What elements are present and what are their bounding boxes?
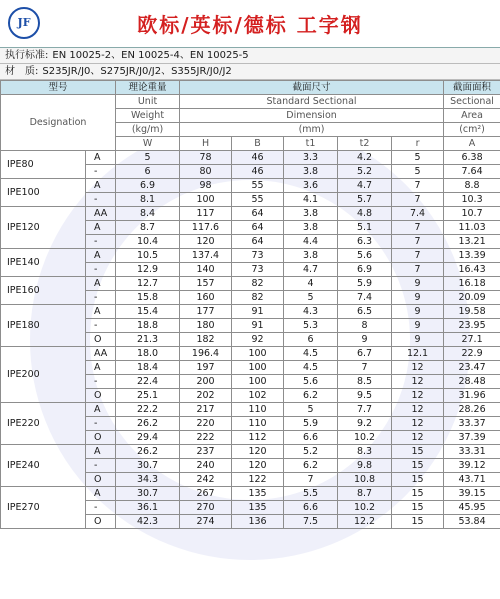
value-cell: 267: [180, 487, 232, 501]
column-header-w: W: [116, 137, 180, 151]
value-cell: 5.7: [338, 193, 392, 207]
value-cell: 7: [392, 249, 444, 263]
value-cell: 217: [180, 403, 232, 417]
grade-cell: -: [86, 319, 116, 333]
header-unit: Unit: [116, 95, 180, 109]
grade-cell: O: [86, 515, 116, 529]
value-cell: 82: [232, 291, 284, 305]
value-cell: 177: [180, 305, 232, 319]
value-cell: 100: [232, 361, 284, 375]
grade-cell: A: [86, 179, 116, 193]
value-cell: 6.6: [284, 431, 338, 445]
value-cell: 6: [284, 333, 338, 347]
value-cell: 274: [180, 515, 232, 529]
value-cell: 6.2: [284, 459, 338, 473]
value-cell: 30.7: [116, 487, 180, 501]
value-cell: 7: [392, 263, 444, 277]
header-designation: Designation: [1, 95, 116, 151]
column-header-t2: t2: [338, 137, 392, 151]
column-header-t1: t1: [284, 137, 338, 151]
value-cell: 12.9: [116, 263, 180, 277]
value-cell: 7: [392, 179, 444, 193]
value-cell: 12: [392, 403, 444, 417]
value-cell: 64: [232, 207, 284, 221]
value-cell: 8.1: [116, 193, 180, 207]
header-sectional: Sectional: [444, 95, 500, 109]
ipe-spec-table: [0, 80, 500, 529]
value-cell: 4: [284, 277, 338, 291]
value-cell: 7: [392, 221, 444, 235]
value-cell: 80: [180, 165, 232, 179]
value-cell: 100: [232, 375, 284, 389]
value-cell: 9: [392, 277, 444, 291]
value-cell: 3.8: [284, 249, 338, 263]
value-cell: 12: [392, 417, 444, 431]
header-std-sectional: Standard Sectional: [180, 95, 444, 109]
value-cell: 9: [392, 319, 444, 333]
grade-cell: -: [86, 165, 116, 179]
header-kgm: (kg/m): [116, 123, 180, 137]
designation-cell: IPE200: [1, 347, 86, 403]
value-cell: 39.12: [444, 459, 500, 473]
designation-cell: IPE100: [1, 179, 86, 207]
value-cell: 78: [180, 151, 232, 165]
value-cell: 6: [116, 165, 180, 179]
value-cell: 4.1: [284, 193, 338, 207]
value-cell: 22.9: [444, 347, 500, 361]
header-cm2: (cm²): [444, 123, 500, 137]
value-cell: 15: [392, 515, 444, 529]
value-cell: 8.4: [116, 207, 180, 221]
value-cell: 6.9: [338, 263, 392, 277]
value-cell: 6.2: [284, 389, 338, 403]
table-row: [1, 179, 500, 193]
designation-cell: IPE80: [1, 151, 86, 179]
grade-cell: A: [86, 277, 116, 291]
header-mm: (mm): [180, 123, 444, 137]
header-section-cn: 截面尺寸: [180, 81, 444, 95]
value-cell: 37.39: [444, 431, 500, 445]
value-cell: 16.43: [444, 263, 500, 277]
value-cell: 46: [232, 151, 284, 165]
value-cell: 3.3: [284, 151, 338, 165]
grade-cell: A: [86, 403, 116, 417]
table-row: [1, 347, 500, 361]
value-cell: 4.5: [284, 361, 338, 375]
header-weight-en: Weight: [116, 109, 180, 123]
header-weight-cn: 理论重量: [116, 81, 180, 95]
value-cell: 4.3: [284, 305, 338, 319]
table-row: [1, 207, 500, 221]
value-cell: 25.1: [116, 389, 180, 403]
value-cell: 28.26: [444, 403, 500, 417]
grade-cell: -: [86, 291, 116, 305]
value-cell: 22.4: [116, 375, 180, 389]
value-cell: 64: [232, 235, 284, 249]
value-cell: 7: [284, 473, 338, 487]
value-cell: 15.4: [116, 305, 180, 319]
value-cell: 12.7: [116, 277, 180, 291]
value-cell: 9.8: [338, 459, 392, 473]
value-cell: 12: [392, 431, 444, 445]
designation-cell: IPE220: [1, 403, 86, 445]
grade-cell: A: [86, 305, 116, 319]
value-cell: 5: [392, 165, 444, 179]
value-cell: 4.5: [284, 347, 338, 361]
column-header-b: B: [232, 137, 284, 151]
value-cell: 53.84: [444, 515, 500, 529]
value-cell: 29.4: [116, 431, 180, 445]
value-cell: 11.03: [444, 221, 500, 235]
value-cell: 7: [392, 193, 444, 207]
value-cell: 12.1: [392, 347, 444, 361]
value-cell: 10.2: [338, 501, 392, 515]
table-row: [1, 445, 500, 459]
value-cell: 7.4: [392, 207, 444, 221]
value-cell: 110: [232, 417, 284, 431]
grade-cell: -: [86, 459, 116, 473]
value-cell: 7.64: [444, 165, 500, 179]
value-cell: 202: [180, 389, 232, 403]
standard-line: [0, 48, 500, 64]
value-cell: 34.3: [116, 473, 180, 487]
value-cell: 15: [392, 473, 444, 487]
table-row: [1, 151, 500, 165]
value-cell: 110: [232, 403, 284, 417]
value-cell: 73: [232, 249, 284, 263]
value-cell: 180: [180, 319, 232, 333]
value-cell: 4.7: [284, 263, 338, 277]
designation-cell: IPE240: [1, 445, 86, 487]
value-cell: 10.5: [116, 249, 180, 263]
value-cell: 19.58: [444, 305, 500, 319]
value-cell: 5.9: [284, 417, 338, 431]
value-cell: 222: [180, 431, 232, 445]
value-cell: 91: [232, 305, 284, 319]
value-cell: 64: [232, 221, 284, 235]
table-row: [1, 403, 500, 417]
value-cell: 82: [232, 277, 284, 291]
value-cell: 18.8: [116, 319, 180, 333]
header-model-cn: 型号: [1, 81, 116, 95]
value-cell: 4.7: [338, 179, 392, 193]
header-area-en: Area: [444, 109, 500, 123]
value-cell: 45.95: [444, 501, 500, 515]
value-cell: 8.7: [338, 487, 392, 501]
value-cell: 5.3: [284, 319, 338, 333]
value-cell: 55: [232, 193, 284, 207]
value-cell: 18.4: [116, 361, 180, 375]
value-cell: 9: [392, 305, 444, 319]
standard-value: EN 10025-2、EN 10025-4、EN 10025-5: [52, 50, 249, 61]
value-cell: 12.2: [338, 515, 392, 529]
value-cell: 120: [232, 459, 284, 473]
value-cell: 137.4: [180, 249, 232, 263]
value-cell: 10.2: [338, 431, 392, 445]
value-cell: 33.37: [444, 417, 500, 431]
value-cell: 197: [180, 361, 232, 375]
grade-cell: A: [86, 151, 116, 165]
value-cell: 9: [392, 333, 444, 347]
value-cell: 7.7: [338, 403, 392, 417]
sheet-title: 欧标/英标/德标 工字钢: [137, 13, 363, 37]
grade-cell: -: [86, 375, 116, 389]
value-cell: 73: [232, 263, 284, 277]
value-cell: 135: [232, 501, 284, 515]
value-cell: 237: [180, 445, 232, 459]
value-cell: 39.15: [444, 487, 500, 501]
value-cell: 23.95: [444, 319, 500, 333]
value-cell: 10.3: [444, 193, 500, 207]
grade-cell: -: [86, 193, 116, 207]
value-cell: 8: [338, 319, 392, 333]
value-cell: 18.0: [116, 347, 180, 361]
value-cell: 15.8: [116, 291, 180, 305]
value-cell: 10.8: [338, 473, 392, 487]
value-cell: 12: [392, 375, 444, 389]
value-cell: 160: [180, 291, 232, 305]
grade-cell: -: [86, 417, 116, 431]
column-header-h: H: [180, 137, 232, 151]
value-cell: 117: [180, 207, 232, 221]
table-row: [1, 305, 500, 319]
grade-cell: -: [86, 263, 116, 277]
designation-cell: IPE270: [1, 487, 86, 529]
value-cell: 13.21: [444, 235, 500, 249]
value-cell: 3.8: [284, 165, 338, 179]
material-label: 材 质:: [5, 66, 39, 77]
value-cell: 4.2: [338, 151, 392, 165]
designation-cell: IPE120: [1, 207, 86, 249]
value-cell: 5.5: [284, 487, 338, 501]
value-cell: 196.4: [180, 347, 232, 361]
value-cell: 112: [232, 431, 284, 445]
value-cell: 26.2: [116, 417, 180, 431]
value-cell: 136: [232, 515, 284, 529]
value-cell: 20.09: [444, 291, 500, 305]
value-cell: 6.3: [338, 235, 392, 249]
grade-cell: AA: [86, 207, 116, 221]
value-cell: 31.96: [444, 389, 500, 403]
value-cell: 157: [180, 277, 232, 291]
value-cell: 15: [392, 459, 444, 473]
value-cell: 182: [180, 333, 232, 347]
value-cell: 36.1: [116, 501, 180, 515]
value-cell: 7.5: [284, 515, 338, 529]
designation-cell: IPE140: [1, 249, 86, 277]
value-cell: 43.71: [444, 473, 500, 487]
value-cell: 10.7: [444, 207, 500, 221]
value-cell: 5: [284, 291, 338, 305]
value-cell: 3.8: [284, 207, 338, 221]
value-cell: 8.5: [338, 375, 392, 389]
grade-cell: O: [86, 473, 116, 487]
value-cell: 6.6: [284, 501, 338, 515]
value-cell: 9.5: [338, 389, 392, 403]
designation-cell: IPE160: [1, 277, 86, 305]
value-cell: 8.7: [116, 221, 180, 235]
value-cell: 5.2: [284, 445, 338, 459]
value-cell: 6.9: [116, 179, 180, 193]
designation-cell: IPE180: [1, 305, 86, 347]
value-cell: 7: [392, 235, 444, 249]
value-cell: 92: [232, 333, 284, 347]
value-cell: 5.6: [338, 249, 392, 263]
value-cell: 117.6: [180, 221, 232, 235]
value-cell: 8.8: [444, 179, 500, 193]
material-line: [0, 64, 500, 80]
value-cell: 242: [180, 473, 232, 487]
grade-cell: O: [86, 431, 116, 445]
value-cell: 5: [392, 151, 444, 165]
value-cell: 15: [392, 501, 444, 515]
grade-cell: -: [86, 235, 116, 249]
value-cell: 15: [392, 445, 444, 459]
value-cell: 100: [180, 193, 232, 207]
standard-label: 执行标准:: [5, 50, 49, 61]
value-cell: 9.2: [338, 417, 392, 431]
value-cell: 22.2: [116, 403, 180, 417]
column-header-r: r: [392, 137, 444, 151]
value-cell: 46: [232, 165, 284, 179]
value-cell: 5.9: [338, 277, 392, 291]
grade-cell: A: [86, 249, 116, 263]
value-cell: 30.7: [116, 459, 180, 473]
value-cell: 33.31: [444, 445, 500, 459]
value-cell: 120: [232, 445, 284, 459]
table-row: [1, 277, 500, 291]
grade-cell: O: [86, 333, 116, 347]
value-cell: 15: [392, 487, 444, 501]
value-cell: 8.3: [338, 445, 392, 459]
sheet-header: [0, 0, 500, 48]
grade-cell: AA: [86, 347, 116, 361]
value-cell: 135: [232, 487, 284, 501]
value-cell: 102: [232, 389, 284, 403]
value-cell: 4.4: [284, 235, 338, 249]
value-cell: 120: [180, 235, 232, 249]
value-cell: 5.6: [284, 375, 338, 389]
value-cell: 6.5: [338, 305, 392, 319]
value-cell: 5: [116, 151, 180, 165]
value-cell: 4.8: [338, 207, 392, 221]
value-cell: 26.2: [116, 445, 180, 459]
value-cell: 98: [180, 179, 232, 193]
grade-cell: A: [86, 221, 116, 235]
grade-cell: O: [86, 389, 116, 403]
grade-cell: A: [86, 361, 116, 375]
table-row: [1, 487, 500, 501]
value-cell: 28.48: [444, 375, 500, 389]
value-cell: 6.7: [338, 347, 392, 361]
value-cell: 240: [180, 459, 232, 473]
grade-cell: -: [86, 501, 116, 515]
value-cell: 5.2: [338, 165, 392, 179]
company-logo: JF: [8, 7, 40, 39]
value-cell: 7: [338, 361, 392, 375]
value-cell: 140: [180, 263, 232, 277]
value-cell: 7.4: [338, 291, 392, 305]
value-cell: 6.38: [444, 151, 500, 165]
value-cell: 100: [232, 347, 284, 361]
header-dimension: Dimension: [180, 109, 444, 123]
material-value: S235JR/J0、S275JR/J0/J2、S355JR/J0/J2: [42, 66, 232, 77]
grade-cell: A: [86, 487, 116, 501]
value-cell: 16.18: [444, 277, 500, 291]
value-cell: 5: [284, 403, 338, 417]
value-cell: 12: [392, 389, 444, 403]
value-cell: 91: [232, 319, 284, 333]
value-cell: 220: [180, 417, 232, 431]
value-cell: 5.1: [338, 221, 392, 235]
value-cell: 23.47: [444, 361, 500, 375]
value-cell: 9: [338, 333, 392, 347]
column-header-a: A: [444, 137, 500, 151]
value-cell: 13.39: [444, 249, 500, 263]
value-cell: 27.1: [444, 333, 500, 347]
grade-cell: A: [86, 445, 116, 459]
value-cell: 270: [180, 501, 232, 515]
value-cell: 55: [232, 179, 284, 193]
value-cell: 10.4: [116, 235, 180, 249]
value-cell: 3.6: [284, 179, 338, 193]
value-cell: 122: [232, 473, 284, 487]
value-cell: 200: [180, 375, 232, 389]
value-cell: 42.3: [116, 515, 180, 529]
table-row: [1, 249, 500, 263]
value-cell: 3.8: [284, 221, 338, 235]
value-cell: 21.3: [116, 333, 180, 347]
value-cell: 12: [392, 361, 444, 375]
value-cell: 9: [392, 291, 444, 305]
header-area-cn: 截面面积: [444, 81, 500, 95]
